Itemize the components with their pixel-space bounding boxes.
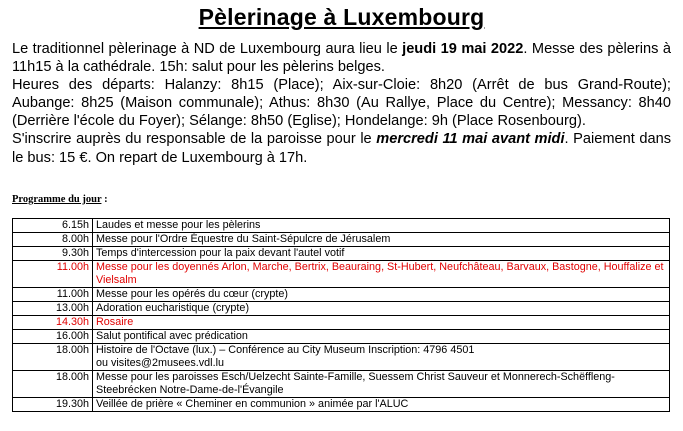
registration-text-b: . Paiement dans le bus: 15 €. On repart de Luxembourg à 17h. (12, 131, 671, 166)
intro-text-b: . Messe des pèlerins à 11h15 à la cathédrale. 15h: salut pour les pèlerins belges. (12, 41, 671, 76)
table-row (13, 398, 670, 412)
table-row (13, 371, 670, 398)
table-row (13, 330, 670, 344)
schedule-time: 6.15h (13, 219, 93, 233)
table-row (13, 219, 670, 233)
registration-text-a: S'inscrire auprès du responsable de la paroisse pour le (12, 131, 377, 148)
schedule-activity: Messe pour les doyennés Arlon, Marche, Bertrix, Beauraing, St-Hubert, Neufchâteau, Barvaux, Bastogne, Houffalize et Vielsalm (93, 261, 670, 288)
schedule-activity: Messe pour les paroisses Esch/Uelzecht Sainte-Famille, Suessem Christ Sauveur et Monnerech-Schëffleng-Steebrécken Notre-Dame-de-l'Évangile (93, 371, 670, 398)
schedule-time: 11.00h (13, 261, 93, 288)
registration-deadline: mercredi 11 mai avant midi (376, 131, 565, 148)
schedule-time: 8.00h (13, 233, 93, 247)
schedule-activity: Laudes et messe pour les pèlerins (93, 219, 670, 233)
schedule-time: 11.00h (13, 288, 93, 302)
event-date: jeudi 19 mai 2022 (402, 41, 524, 57)
departure-times: Heures des départs: Halanzy: 8h15 (Place); Aix-sur-Cloie: 8h20 (Arrêt de bus Grand-Route); Aubange: 8h25 (Maison communale); Athus: 8h30 (Au Rallye, Place du Centre); Messancy: 8h40 (Derrière l'école du Foyer); Sélange: 8h50 (Eglise); Hondelange: 9h (Place Rosenbourg). (12, 77, 671, 130)
programme-heading-suffix: : (101, 194, 108, 205)
programme-table (12, 218, 670, 412)
intro-text (12, 40, 671, 167)
schedule-activity: Veillée de prière « Cheminer en communion » animée par l'ALUC (93, 398, 670, 412)
page-title: Pèlerinage à Luxembourg (198, 4, 485, 30)
registration-info (12, 130, 671, 166)
table-row (13, 316, 670, 330)
schedule-time: 16.00h (13, 330, 93, 344)
table-row (13, 302, 670, 316)
schedule-activity: Messe pour les opérés du cœur (crypte) (93, 288, 670, 302)
schedule-time: 19.30h (13, 398, 93, 412)
schedule-time: 14.30h (13, 316, 93, 330)
schedule-activity: Histoire de l'Octave (lux.) – Conférence au City Museum Inscription: 4796 4501 ou visites@2musees.vdl.lu (93, 344, 670, 371)
schedule-time: 18.00h (13, 344, 93, 371)
intro-paragraph-date (12, 40, 671, 76)
schedule-time: 18.00h (13, 371, 93, 398)
schedule-activity: Rosaire (93, 316, 670, 330)
table-row (13, 261, 670, 288)
table-row (13, 344, 670, 371)
programme-heading-text: Programme du jour (12, 194, 102, 205)
table-row (13, 288, 670, 302)
schedule-activity: Salut pontifical avec prédication (93, 330, 670, 344)
schedule-activity: Temps d'intercession pour la paix devant l'autel votif (93, 247, 670, 261)
table-row (13, 233, 670, 247)
schedule-time: 13.00h (13, 302, 93, 316)
intro-text-a: Le traditionnel pèlerinage à ND de Luxembourg aura lieu le (12, 41, 403, 57)
table-row (13, 247, 670, 261)
schedule-activity: Adoration eucharistique (crypte) (93, 302, 670, 316)
programme-heading (12, 194, 108, 205)
schedule-activity: Messe pour l'Ordre Équestre du Saint-Sépulcre de Jérusalem (93, 233, 670, 247)
schedule-time: 9.30h (13, 247, 93, 261)
